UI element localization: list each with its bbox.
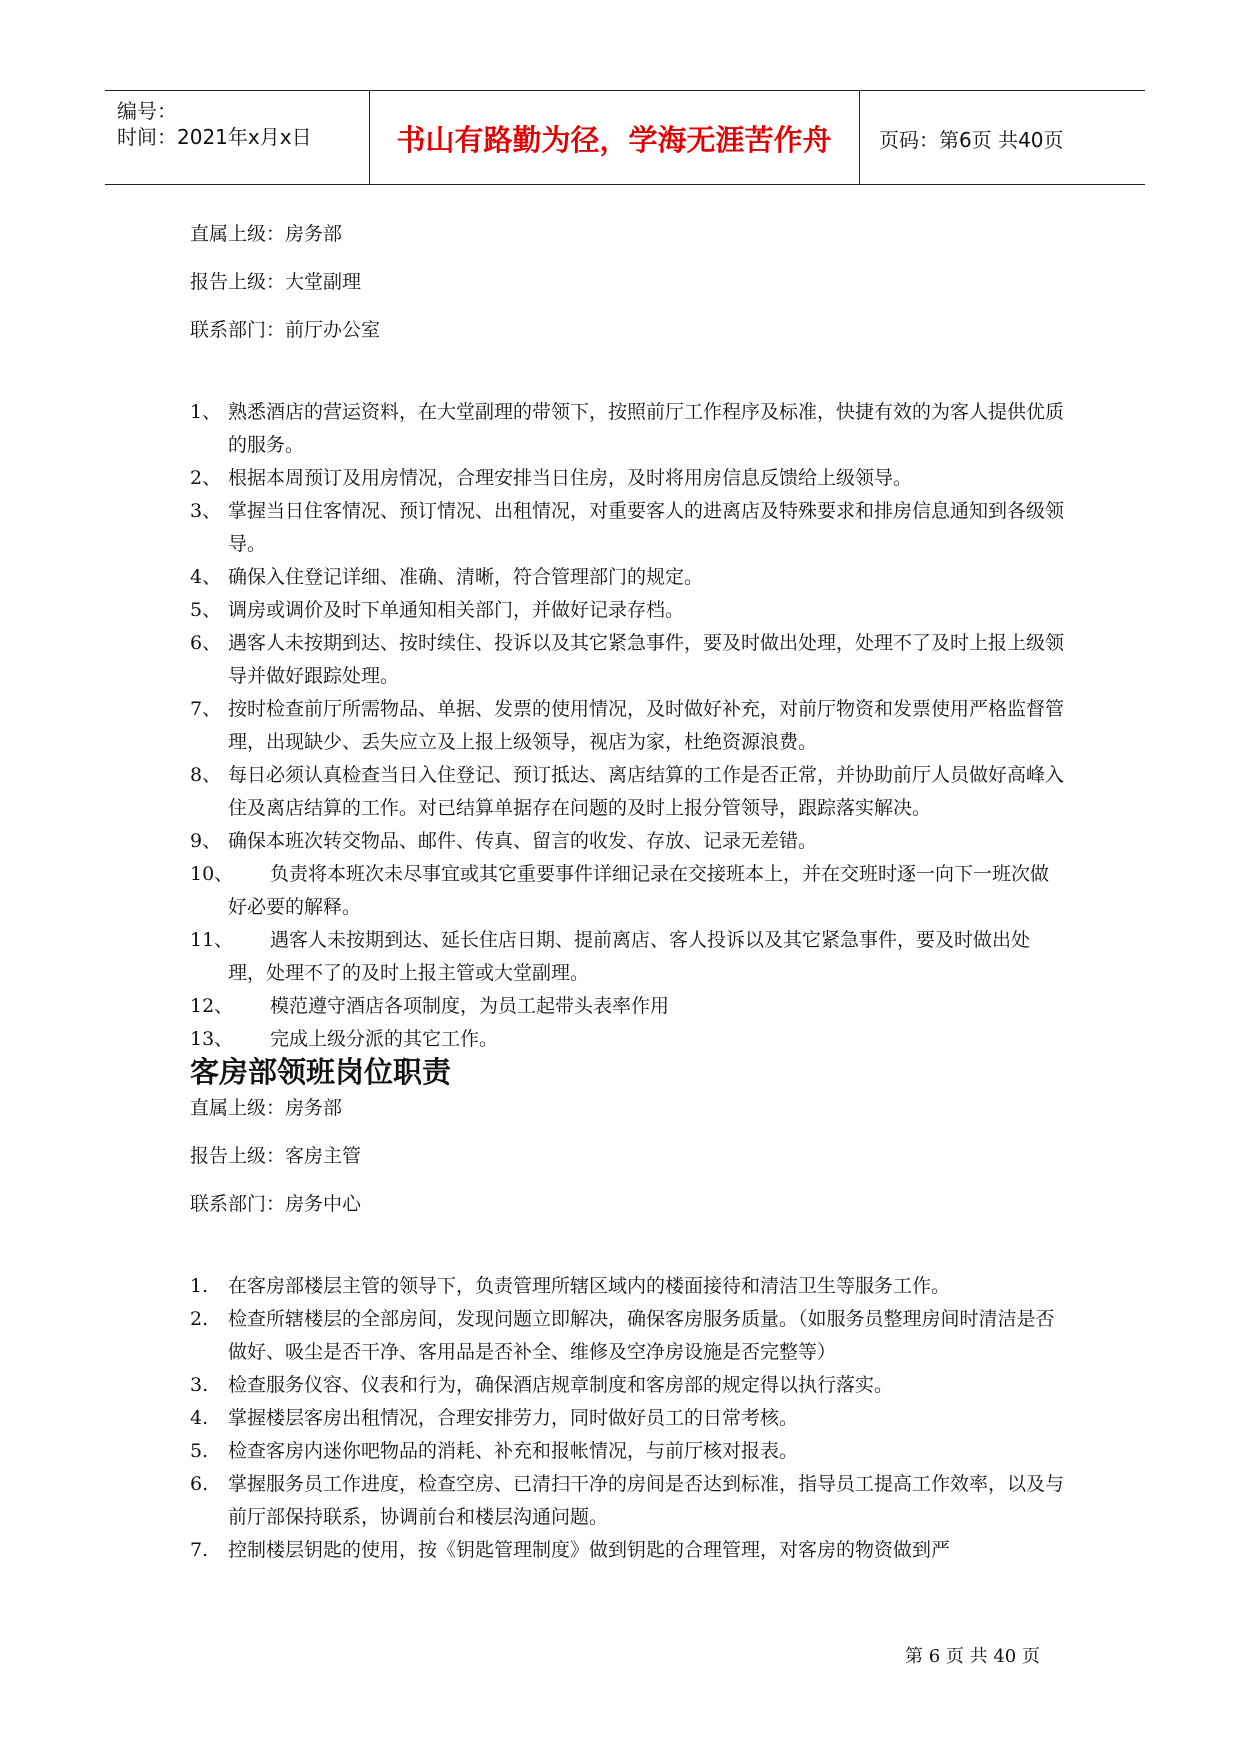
page-footer: 第 6 页 共 40 页 xyxy=(905,1646,1040,1667)
document-time-label: 时间：2021年x月x日 xyxy=(117,125,312,149)
section-housekeeping-meta xyxy=(190,1096,1066,1216)
list-item xyxy=(190,759,1066,825)
list-item-number: 7. xyxy=(190,1539,209,1561)
list-item-number: 12、 xyxy=(190,995,234,1017)
list-item-text: 调房或调价及时下单通知相关部门，并做好记录存档。 xyxy=(228,599,685,621)
meta-direct-superior: 直属上级：房务部 xyxy=(190,223,343,245)
list-item xyxy=(190,396,1066,462)
header-motto-cell xyxy=(369,91,860,184)
list-item-text: 在客房部楼层主管的领导下，负责管理所辖区域内的楼面接待和清洁卫生等服务工作。 xyxy=(228,1275,951,1297)
list-item-text: 每日必须认真检查当日入住登记、预订抵达、离店结算的工作是否正常，并协助前厅人员做好高峰入住及离店结算的工作。对已结算单据存在问题的及时上报分管领导，跟踪落实解决。 xyxy=(228,764,1065,819)
list-item-text: 掌握楼层客房出租情况，合理安排劳力，同时做好员工的日常考核。 xyxy=(228,1407,799,1429)
list-item-number: 4. xyxy=(190,1407,209,1429)
list-item xyxy=(190,1468,1066,1534)
list-item-number: 1、 xyxy=(190,401,222,423)
list-item-number: 11、 xyxy=(190,929,234,951)
list-item-number: 6、 xyxy=(190,632,222,654)
list-item-text: 检查服务仪容、仪表和行为，确保酒店规章制度和客房部的规定得以执行落实。 xyxy=(228,1374,894,1396)
list-item xyxy=(190,990,1066,1023)
list-item-number: 5. xyxy=(190,1440,209,1462)
list-item-text: 掌握当日住客情况、预订情况、出租情况，对重要客人的进离店及特殊要求和排房信息通知到各级领导。 xyxy=(228,500,1065,555)
list-item xyxy=(190,561,1066,594)
list-item-text: 负责将本班次未尽事宜或其它重要事件详细记录在交接班本上，并在交班时逐一向下一班次做好必要的解释。 xyxy=(228,863,1050,918)
meta-contact-department: 联系部门：前厅办公室 xyxy=(190,319,381,341)
list-item xyxy=(190,1402,1066,1435)
list-item xyxy=(190,1023,1066,1056)
list-item-text: 确保入住登记详细、准确、清晰，符合管理部门的规定。 xyxy=(228,566,704,588)
list-item-number: 1. xyxy=(190,1275,209,1297)
list-item xyxy=(190,627,1066,693)
meta-report-superior: 报告上级：大堂副理 xyxy=(190,271,362,293)
list-item-text: 检查所辖楼层的全部房间，发现问题立即解决，确保客房服务质量。（如服务员整理房间时清洁是否做好、吸尘是否干净、客用品是否补全、维修及空净房设施是否完整等） xyxy=(228,1308,1055,1363)
list-item xyxy=(190,495,1066,561)
list-item-text: 控制楼层钥匙的使用，按《钥匙管理制度》做到钥匙的合理管理，对客房的物资做到严 xyxy=(228,1539,951,1561)
page-header xyxy=(105,90,1145,185)
list-item-number: 3. xyxy=(190,1374,209,1396)
list-item-text: 遇客人未按期到达、延长住店日期、提前离店、客人投诉以及其它紧急事件，要及时做出处理，处理不了的及时上报主管或大堂副理。 xyxy=(228,929,1031,984)
list-item-number: 5、 xyxy=(190,599,222,621)
document-body xyxy=(190,222,1066,1567)
list-item-number: 4、 xyxy=(190,566,222,588)
list-item xyxy=(190,924,1066,990)
list-item-number: 10、 xyxy=(190,863,234,885)
front-desk-duty-list xyxy=(190,396,1066,1056)
list-item xyxy=(190,825,1066,858)
list-item-number: 8、 xyxy=(190,764,222,786)
document-number-label: 编号： xyxy=(117,99,177,123)
list-item-number: 9、 xyxy=(190,830,222,852)
list-item-number: 2、 xyxy=(190,467,222,489)
list-item xyxy=(190,1435,1066,1468)
list-item-text: 遇客人未按期到达、按时续住、投诉以及其它紧急事件，要及时做出处理，处理不了及时上报上级领导并做好跟踪处理。 xyxy=(228,632,1065,687)
list-item-text: 掌握服务员工作进度，检查空房、已清扫干净的房间是否达到标准，指导员工提高工作效率，以及与前厅部保持联系，协调前台和楼层沟通问题。 xyxy=(228,1473,1065,1528)
list-item-number: 3、 xyxy=(190,500,222,522)
meta-contact-department: 联系部门：房务中心 xyxy=(190,1193,362,1215)
list-item xyxy=(190,858,1066,924)
list-item xyxy=(190,1303,1066,1369)
header-page-label: 页码：第6页 共40页 xyxy=(879,128,1064,152)
list-item-text: 模范遵守酒店各项制度，为员工起带头表率作用 xyxy=(270,995,670,1017)
list-item xyxy=(190,594,1066,627)
list-item-number: 13、 xyxy=(190,1028,234,1050)
list-item xyxy=(190,1369,1066,1402)
list-item-text: 按时检查前厅所需物品、单据、发票的使用情况，及时做好补充，对前厅物资和发票使用严格监督管理，出现缺少、丢失应立及上报上级领导，视店为家，杜绝资源浪费。 xyxy=(228,698,1065,753)
header-right-cell xyxy=(861,91,1145,184)
list-item xyxy=(190,462,1066,495)
list-item-text: 熟悉酒店的营运资料，在大堂副理的带领下，按照前厅工作程序及标准，快捷有效的为客人提供优质的服务。 xyxy=(228,401,1065,456)
list-item xyxy=(190,1270,1066,1303)
list-item-text: 检查客房内迷你吧物品的消耗、补充和报帐情况，与前厅核对报表。 xyxy=(228,1440,799,1462)
section-title: 客房部领班岗位职责 xyxy=(190,1055,452,1089)
housekeeping-duty-list xyxy=(190,1270,1066,1567)
section-front-desk-meta xyxy=(190,222,1066,342)
list-item-text: 确保本班次转交物品、邮件、传真、留言的收发、存放、记录无差错。 xyxy=(228,830,818,852)
meta-direct-superior: 直属上级：房务部 xyxy=(190,1097,343,1119)
header-motto: 书山有路勤为径，学海无涯苦作舟 xyxy=(396,123,832,157)
list-item xyxy=(190,1534,1066,1567)
list-item-number: 7、 xyxy=(190,698,222,720)
meta-report-superior: 报告上级：客房主管 xyxy=(190,1145,362,1167)
list-item xyxy=(190,693,1066,759)
list-item-number: 2. xyxy=(190,1308,209,1330)
list-item-text: 根据本周预订及用房情况，合理安排当日住房，及时将用房信息反馈给上级领导。 xyxy=(228,467,913,489)
header-left-cell xyxy=(105,91,370,184)
list-item-number: 6. xyxy=(190,1473,209,1495)
list-item-text: 完成上级分派的其它工作。 xyxy=(270,1028,499,1050)
